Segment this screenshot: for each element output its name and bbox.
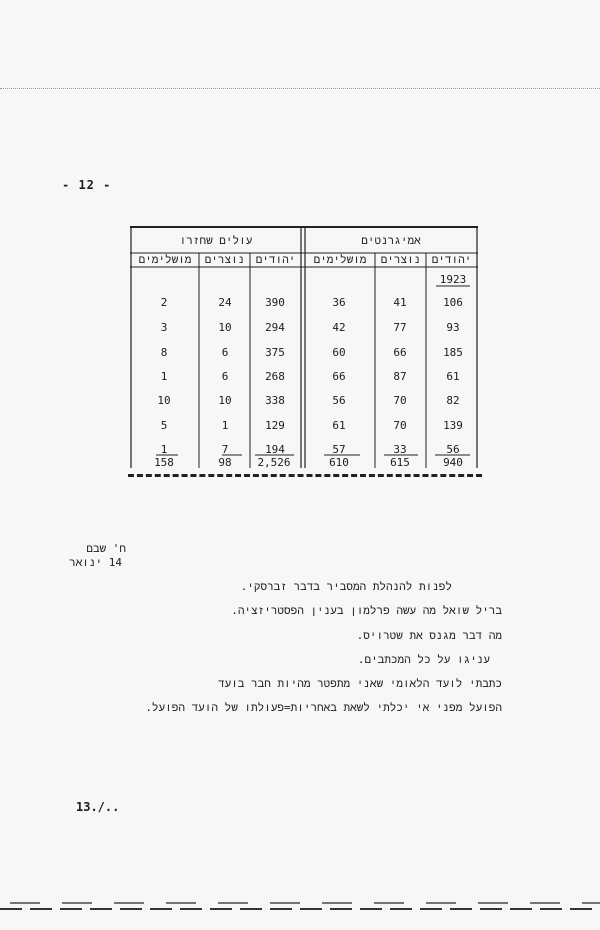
table-cell: 61: [446, 370, 460, 383]
statistics-table: [130, 226, 478, 472]
scan-top-rule: [0, 88, 600, 89]
total-cell: 940: [443, 456, 463, 469]
table-cell: 1: [221, 419, 229, 432]
table-cell: 77: [393, 321, 407, 334]
table-cell: 24: [218, 296, 232, 309]
letter-line: עניגו על כל המכתבים.: [357, 653, 490, 666]
table-cell: 56: [446, 443, 460, 456]
table-cell: 10: [218, 394, 232, 407]
group-header-emigrants: אמיגרנטים: [361, 234, 421, 247]
letter-line: בריל שואל מה עשה פרלמון בענין הפסטריזציה.: [231, 604, 502, 617]
table-cell: 129: [265, 419, 285, 432]
letter-line: לפנות להנהלת המסביר בדבר זברסקי.: [240, 580, 452, 593]
table-cell: 36: [332, 296, 346, 309]
total-cell: 610: [329, 456, 349, 469]
table-cell: 390: [265, 296, 285, 309]
table-cell: 185: [443, 346, 463, 359]
table-cell: 87: [393, 370, 407, 383]
letter-line: כתבתי לועד הלאומי שאני מתפטר מהיות חבר בועד: [218, 677, 502, 690]
table-cell: 8: [160, 346, 168, 359]
table-cell: 70: [393, 394, 407, 407]
table-cell: 66: [332, 370, 346, 383]
table-cell: 42: [332, 321, 346, 334]
col-header: נוצרים: [380, 253, 421, 266]
group-header-returned: עולים שחזרו: [179, 234, 253, 247]
table-cell: 6: [221, 346, 229, 359]
hebrew-date: ח' שבם: [86, 542, 126, 555]
table-cell: 194: [265, 443, 285, 456]
table-cell: 294: [265, 321, 285, 334]
continuation-ref: 13./..: [76, 800, 120, 814]
year-label: 1923: [439, 273, 467, 286]
table-cell: 139: [443, 419, 463, 432]
total-cell: 615: [390, 456, 410, 469]
table-cell: 61: [332, 419, 346, 432]
table-cell: 82: [446, 394, 460, 407]
table-cell: 70: [393, 419, 407, 432]
table-cell: 6: [221, 370, 229, 383]
table-cell: 41: [393, 296, 407, 309]
table-cell: 3: [160, 321, 168, 334]
table-bottom-rule: [128, 474, 482, 477]
table-cell: 5: [160, 419, 168, 432]
table-cell: 10: [157, 394, 171, 407]
gregorian-date: 14 ינואר: [69, 556, 122, 569]
table-cell: 7: [221, 443, 229, 456]
table-cell: 106: [443, 296, 463, 309]
letter-line: הפועל מפני אי יכלתי לשאת באחריות=פעולתו של הועד הפועל.: [145, 701, 502, 714]
table-cell: 93: [446, 321, 460, 334]
table-cell: 60: [332, 346, 346, 359]
table-cell: 10: [218, 321, 232, 334]
col-header: מושלימים: [138, 253, 192, 266]
table-cell: 338: [265, 394, 285, 407]
col-header: מושלימים: [313, 253, 367, 266]
table-cell: 1: [160, 370, 168, 383]
scan-bottom-edge-2: [0, 908, 600, 910]
letter-line: מה דבר מגנס את שטרויס.: [356, 629, 502, 642]
total-cell: 2,526: [257, 456, 291, 469]
table-cell: 268: [265, 370, 285, 383]
col-header: נוצרים: [204, 253, 245, 266]
table-cell: 56: [332, 394, 346, 407]
page-number: - 12 -: [62, 178, 112, 192]
table-cell: 2: [160, 296, 168, 309]
table-cell: 33: [393, 443, 407, 456]
col-header: יהודים: [431, 253, 472, 266]
total-cell: 158: [154, 456, 174, 469]
table-cell: 57: [332, 443, 346, 456]
total-cell: 98: [218, 456, 232, 469]
table-cell: 1: [160, 443, 168, 456]
table-cell: 66: [393, 346, 407, 359]
table-cell: 375: [265, 346, 285, 359]
scan-bottom-edge: [0, 890, 600, 930]
col-header: יהודים: [255, 253, 296, 266]
